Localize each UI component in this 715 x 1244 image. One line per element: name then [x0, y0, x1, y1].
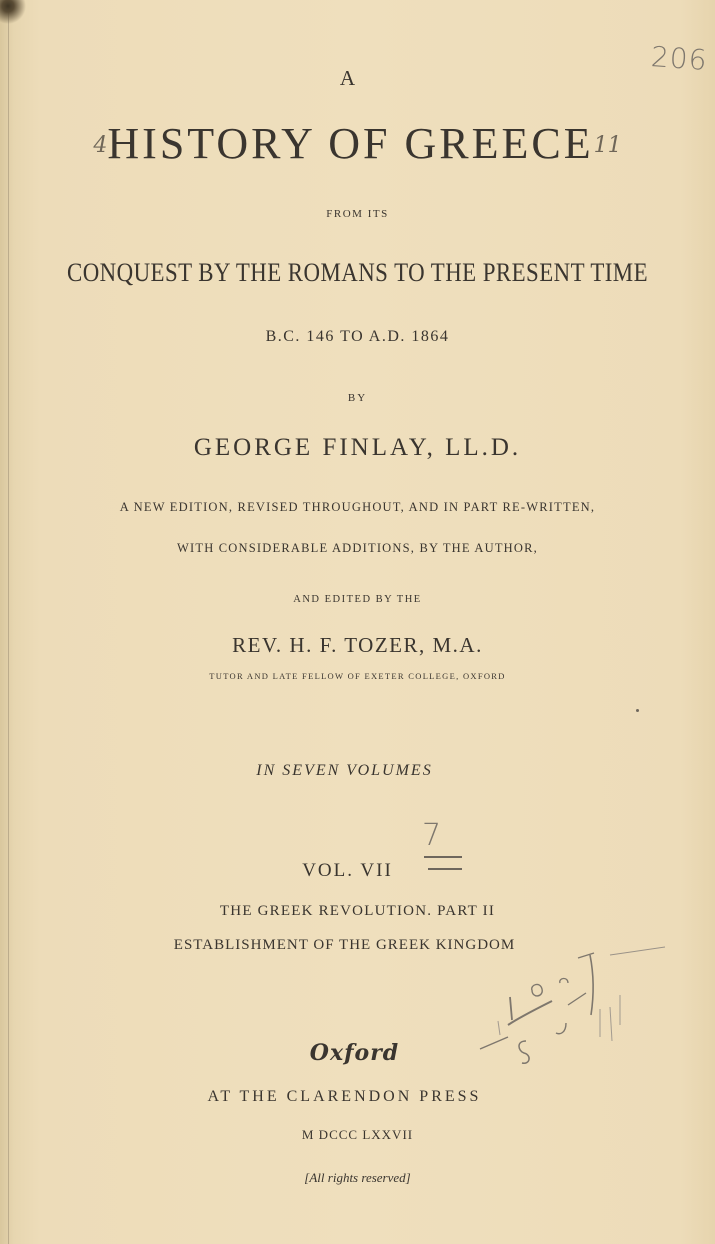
author-name: GEORGE FINLAY, LL.D.	[193, 434, 522, 461]
paper-speck	[636, 709, 639, 712]
publication-year: M DCCC LXXVII	[301, 1127, 414, 1142]
from-its-label: FROM ITS	[326, 208, 389, 220]
by-label: BY	[347, 392, 368, 404]
editor-name: REV. H. F. TOZER, M.A.	[232, 633, 483, 657]
date-range: B.C. 146 TO A.D. 1864	[265, 328, 450, 345]
volume-number: VOL. VII	[302, 860, 393, 881]
title-mark-right: 11	[593, 133, 622, 158]
publisher-name: AT THE CLARENDON PRESS	[207, 1088, 482, 1105]
part-title-line1: THE GREEK REVOLUTION. PART II	[219, 903, 496, 919]
book-subtitle: CONQUEST BY THE ROMANS TO THE PRESENT TIME	[66, 258, 649, 287]
title-mark-left: 4	[93, 133, 108, 158]
rights-notice: [All rights reserved]	[304, 1170, 411, 1185]
volume-count: IN SEVEN VOLUMES	[256, 762, 433, 779]
edition-note-line2: WITH CONSIDERABLE ADDITIONS, BY THE AUTHOR,	[177, 541, 538, 555]
title-article: A	[339, 66, 356, 90]
handwritten-page-number: 206	[649, 40, 709, 77]
book-title	[0, 118, 715, 169]
part-title-line2: ESTABLISHMENT OF THE GREEK KINGDOM	[173, 937, 516, 953]
edition-note-line1: A NEW EDITION, REVISED THROUGHOUT, AND IN PART RE-WRITTEN,	[119, 500, 596, 514]
corner-ink-stain	[0, 0, 26, 34]
editor-title: TUTOR AND LATE FELLOW OF EXETER COLLEGE, OXFORD	[209, 671, 506, 681]
book-title-text: HISTORY OF GREECE	[107, 119, 594, 168]
handwritten-underline-1	[424, 856, 462, 858]
handwritten-volume-number: 7	[422, 818, 442, 853]
publisher-place: Oxford	[309, 1040, 400, 1066]
edited-by-label: AND EDITED BY THE	[293, 594, 422, 605]
